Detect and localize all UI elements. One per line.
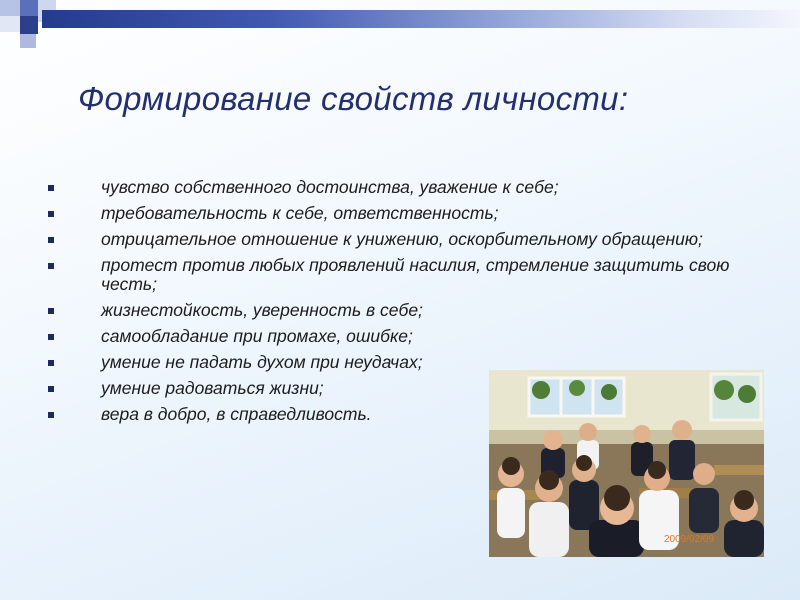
list-item: требовательность к себе, ответственность; bbox=[48, 204, 748, 223]
deco-square bbox=[20, 16, 38, 34]
date-stamp: 2009/02/09 bbox=[664, 534, 715, 545]
deco-square bbox=[0, 16, 20, 32]
list-item: протест против любых проявлений насилия, стремление защитить свою честь; bbox=[48, 256, 748, 294]
list-item: умение не падать духом при неудачах; bbox=[48, 353, 748, 372]
bullet-icon bbox=[48, 308, 54, 314]
bullet-icon bbox=[48, 334, 54, 340]
bullet-icon bbox=[48, 263, 54, 269]
bullet-icon bbox=[48, 360, 54, 366]
deco-square bbox=[20, 34, 36, 48]
deco-square bbox=[0, 0, 20, 16]
list-item: самообладание при промахе, ошибке; bbox=[48, 327, 748, 346]
list-item: чувство собственного достоинства, уважение к себе; bbox=[48, 178, 748, 197]
bullet-icon bbox=[48, 185, 54, 191]
bullet-icon bbox=[48, 386, 54, 392]
list-item: умение радоваться жизни; bbox=[48, 379, 748, 398]
list-item: жизнестойкость, уверенность в себе; bbox=[48, 301, 748, 320]
bullet-icon bbox=[48, 412, 54, 418]
classroom-photo bbox=[489, 370, 764, 557]
bullet-icon bbox=[48, 211, 54, 217]
list-item: отрицательное отношение к унижению, оскорбительному обращению; bbox=[48, 230, 748, 249]
bullet-icon bbox=[48, 237, 54, 243]
classroom-illustration bbox=[489, 370, 764, 557]
list-item: вера в добро, в справедливость. bbox=[48, 405, 748, 424]
slide-title: Формирование свойств личности: bbox=[78, 80, 629, 117]
header-bar bbox=[42, 10, 800, 28]
deco-square bbox=[20, 0, 38, 16]
